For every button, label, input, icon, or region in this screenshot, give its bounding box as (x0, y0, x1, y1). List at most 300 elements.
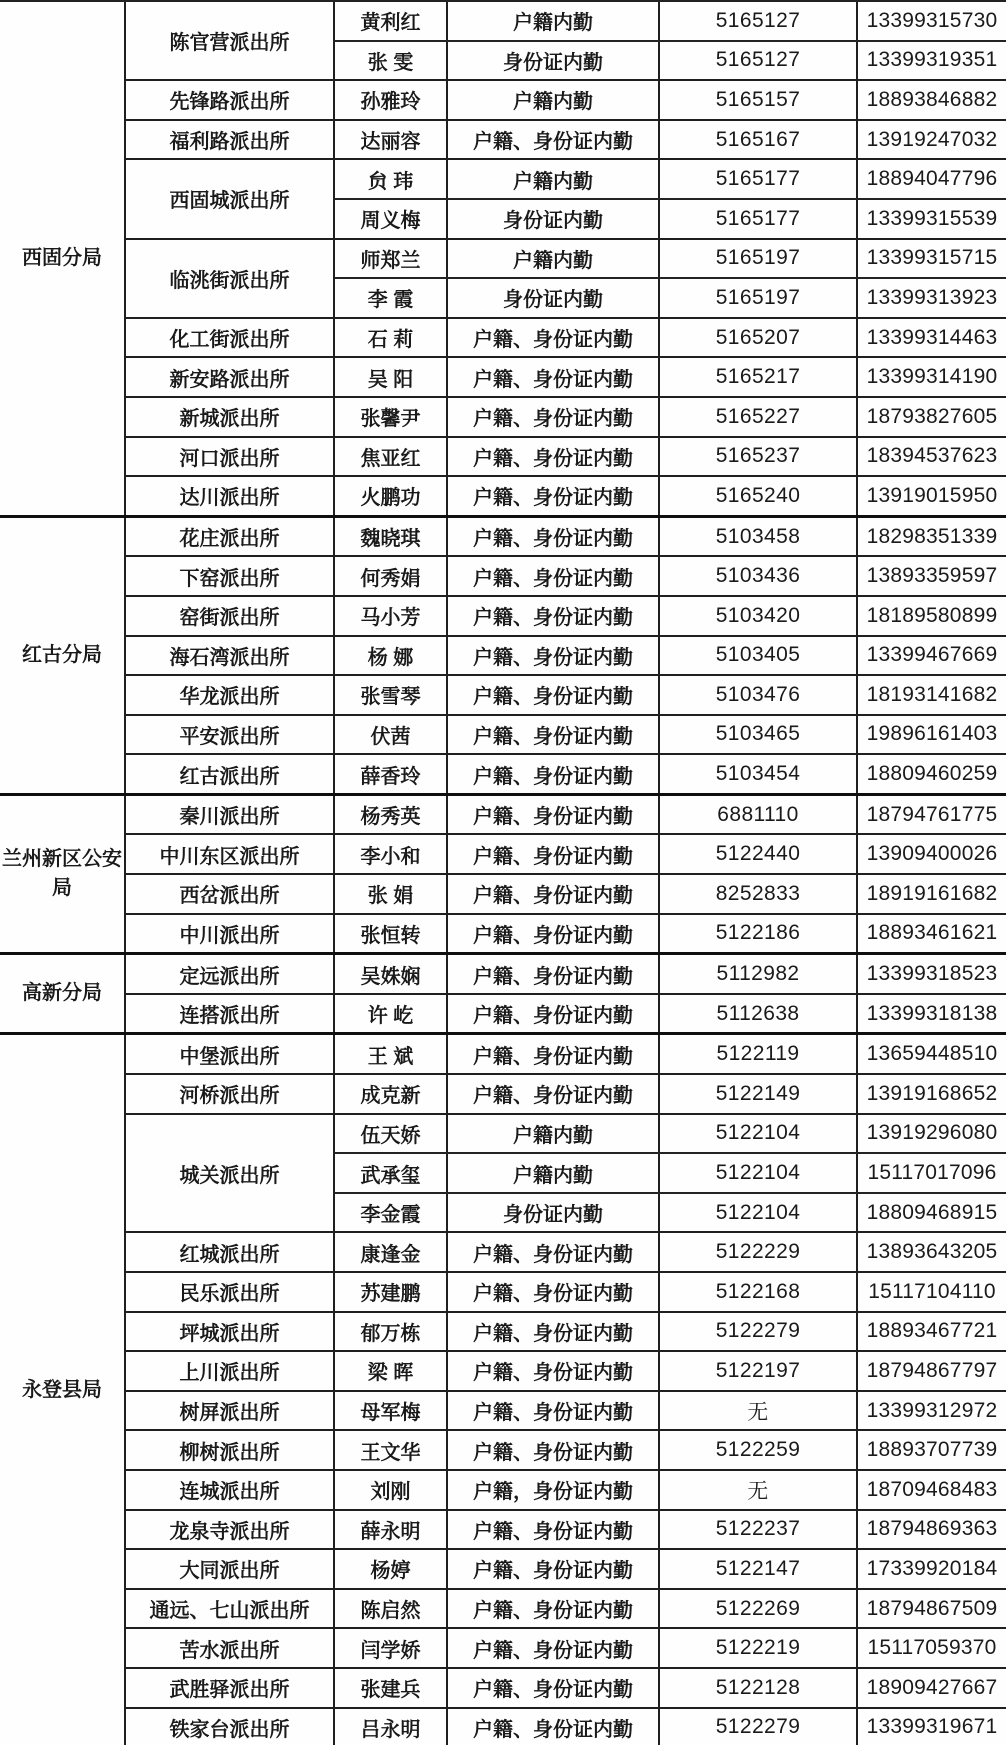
member-list (335, 319, 1006, 357)
station-list (126, 2, 1006, 515)
member-list (335, 995, 1006, 1033)
member-list (335, 358, 1006, 396)
person-name-cell: 张馨尹 (335, 398, 448, 436)
table-row (335, 1273, 1006, 1311)
station-group (126, 555, 1006, 595)
person-name-cell: 李 霞 (335, 279, 448, 317)
mobile-cell: 15117059370 (867, 1636, 997, 1660)
table-row (335, 40, 1006, 80)
phone-cell: 5122168 (660, 1273, 858, 1311)
phone-cell: 5122197 (660, 1352, 858, 1390)
mobile-cell: 18809460259 (866, 762, 998, 786)
table-row (335, 1669, 1006, 1707)
bureau-cell: 红古分局 (0, 518, 126, 793)
member-list (335, 1392, 1006, 1430)
person-name-cell: 达丽容 (335, 121, 448, 159)
table-row (335, 240, 1006, 278)
station-list (126, 796, 1006, 952)
mobile-cell: 13893359597 (866, 564, 998, 588)
mobile-cell: 15117104110 (868, 1279, 996, 1303)
bureau-cell: 永登县局 (0, 1035, 126, 1745)
mobile-cell: 13399314190 (866, 365, 998, 389)
phone-cell: 5122104 (660, 1194, 858, 1232)
bureau-section (0, 793, 1006, 952)
station-name-cell: 红古派出所 (126, 755, 335, 793)
station-name-cell: 新安路派出所 (126, 358, 335, 396)
table-row (335, 915, 1006, 953)
member-list (335, 81, 1006, 119)
mobile-cell: 13399315539 (866, 206, 998, 230)
station-name-cell: 城关派出所 (126, 1115, 335, 1232)
station-name-cell: 连城派出所 (126, 1471, 335, 1509)
mobile-cell: 13919296080 (866, 1121, 998, 1145)
person-name-cell: 周义梅 (335, 200, 448, 238)
person-name-cell: 杨婷 (335, 1550, 448, 1588)
table-row (335, 955, 1006, 993)
station-name-cell: 定远派出所 (126, 955, 335, 993)
table-row (335, 557, 1006, 595)
mobile-cell: 18894047796 (866, 167, 998, 191)
station-name-cell: 窑街派出所 (126, 597, 335, 635)
table-row (335, 835, 1006, 873)
station-list (126, 518, 1006, 793)
duty-cell: 户籍、身份证内勤 (448, 755, 660, 793)
station-group (126, 1469, 1006, 1509)
station-group (126, 158, 1006, 237)
mobile-cell: 18298351339 (866, 524, 998, 548)
station-name-cell: 柳树派出所 (126, 1431, 335, 1469)
duty-cell: 户籍、身份证内勤 (448, 1590, 660, 1628)
station-group (126, 955, 1006, 993)
table-row (335, 1511, 1006, 1549)
mobile-cell: 13893643205 (866, 1240, 998, 1264)
person-name-cell: 许 屹 (335, 995, 448, 1033)
station-group (126, 1627, 1006, 1667)
station-group (126, 1707, 1006, 1745)
member-list (335, 875, 1006, 913)
person-name-cell: 张 娟 (335, 875, 448, 913)
station-group (126, 1548, 1006, 1588)
station-group (126, 833, 1006, 873)
duty-cell: 户籍、身份证内勤 (448, 1075, 660, 1113)
mobile-cell: 18709468483 (866, 1477, 998, 1501)
mobile-cell: 13399315715 (866, 246, 998, 270)
mobile-cell: 13919015950 (866, 483, 998, 507)
bureau-section (0, 952, 1006, 1032)
station-group (126, 1035, 1006, 1073)
mobile-cell: 18189580899 (866, 603, 998, 627)
phone-cell: 5122259 (660, 1431, 858, 1469)
person-name-cell: 成克新 (335, 1075, 448, 1113)
duty-cell: 户籍内勤 (448, 1154, 660, 1192)
member-list (335, 1035, 1006, 1073)
person-name-cell: 魏晓琪 (335, 518, 448, 556)
duty-cell: 户籍、身份证内勤 (448, 835, 660, 873)
duty-cell: 身份证内勤 (448, 1194, 660, 1232)
station-name-cell: 中川东区派出所 (126, 835, 335, 873)
duty-cell: 户籍，身份证内勤 (448, 1471, 660, 1509)
phone-cell: 6881110 (660, 796, 858, 834)
duty-cell: 户籍、身份证内勤 (448, 1273, 660, 1311)
table-row (335, 1115, 1006, 1153)
table-row (335, 121, 1006, 159)
duty-cell: 户籍、身份证内勤 (448, 557, 660, 595)
mobile-cell: 13399319671 (866, 1715, 998, 1739)
station-group (126, 1509, 1006, 1549)
duty-cell: 户籍、身份证内勤 (448, 1233, 660, 1271)
member-list (335, 2, 1006, 79)
person-name-cell: 王 斌 (335, 1035, 448, 1073)
station-group (126, 119, 1006, 159)
table-row (335, 676, 1006, 714)
member-list (335, 160, 1006, 237)
member-list (335, 477, 1006, 515)
station-group (126, 873, 1006, 913)
duty-cell: 户籍、身份证内勤 (448, 676, 660, 714)
station-name-cell: 花庄派出所 (126, 518, 335, 556)
table-row (335, 716, 1006, 754)
station-group (126, 2, 1006, 79)
table-row (335, 398, 1006, 436)
station-group (126, 1231, 1006, 1271)
station-name-cell: 河桥派出所 (126, 1075, 335, 1113)
member-list (335, 557, 1006, 595)
person-name-cell: 梁 晖 (335, 1352, 448, 1390)
member-list (335, 1709, 1006, 1745)
duty-cell: 户籍、身份证内勤 (448, 915, 660, 953)
member-list (335, 1590, 1006, 1628)
duty-cell: 户籍、身份证内勤 (448, 716, 660, 754)
mobile-cell: 18893467721 (866, 1319, 998, 1343)
station-group (126, 1588, 1006, 1628)
mobile-cell: 19896161403 (866, 722, 998, 746)
member-list (335, 518, 1006, 556)
person-name-cell: 刘刚 (335, 1471, 448, 1509)
phone-cell: 5112982 (660, 955, 858, 993)
person-name-cell: 薛香玲 (335, 755, 448, 793)
station-group (126, 518, 1006, 556)
station-name-cell: 中堡派出所 (126, 1035, 335, 1073)
table-row (335, 1392, 1006, 1430)
station-name-cell: 红城派出所 (126, 1233, 335, 1271)
table-row (335, 1192, 1006, 1232)
station-name-cell: 武胜驿派出所 (126, 1669, 335, 1707)
mobile-cell: 18193141682 (866, 682, 998, 706)
phone-cell: 5122237 (660, 1511, 858, 1549)
table-row (335, 1313, 1006, 1351)
station-list (126, 955, 1006, 1032)
station-name-cell: 化工街派出所 (126, 319, 335, 357)
mobile-cell: 18893846882 (866, 87, 998, 111)
table-row (335, 477, 1006, 515)
station-group (126, 396, 1006, 436)
table-row (335, 1590, 1006, 1628)
table-row (335, 1550, 1006, 1588)
person-name-cell: 马小芳 (335, 597, 448, 635)
table-row (335, 1629, 1006, 1667)
phone-cell: 5103436 (660, 557, 858, 595)
phone-cell: 5122269 (660, 1590, 858, 1628)
phone-cell: 5112638 (660, 995, 858, 1033)
mobile-cell: 13399315730 (866, 8, 998, 32)
member-list (335, 1511, 1006, 1549)
station-group (126, 1113, 1006, 1232)
person-name-cell: 贠 玮 (335, 160, 448, 198)
member-list (335, 835, 1006, 873)
phone-cell: 无 (660, 1471, 858, 1509)
duty-cell: 身份证内勤 (448, 200, 660, 238)
mobile-cell: 18793827605 (866, 404, 998, 428)
duty-cell: 身份证内勤 (448, 279, 660, 317)
station-name-cell: 大同派出所 (126, 1550, 335, 1588)
table-row (335, 1709, 1006, 1745)
phone-cell: 5122128 (660, 1669, 858, 1707)
person-name-cell: 何秀娟 (335, 557, 448, 595)
person-name-cell: 李金霞 (335, 1194, 448, 1232)
duty-cell: 户籍、身份证内勤 (448, 637, 660, 675)
phone-cell: 5122279 (660, 1313, 858, 1351)
mobile-cell: 13909400026 (866, 842, 998, 866)
duty-cell: 户籍、身份证内勤 (448, 398, 660, 436)
duty-cell: 户籍、身份证内勤 (448, 1352, 660, 1390)
phone-cell: 无 (660, 1392, 858, 1430)
station-group (126, 913, 1006, 953)
duty-cell: 户籍、身份证内勤 (448, 438, 660, 476)
member-list (335, 716, 1006, 754)
mobile-cell: 13399319351 (866, 48, 998, 72)
duty-cell: 户籍、身份证内勤 (448, 1313, 660, 1351)
phone-cell: 5122149 (660, 1075, 858, 1113)
person-name-cell: 张 雯 (335, 42, 448, 80)
station-name-cell: 华龙派出所 (126, 676, 335, 714)
person-name-cell: 王文华 (335, 1431, 448, 1469)
station-group (126, 475, 1006, 515)
member-list (335, 121, 1006, 159)
station-group (126, 1073, 1006, 1113)
station-group (126, 753, 1006, 793)
mobile-cell: 13659448510 (866, 1042, 998, 1066)
phone-cell: 8252833 (660, 875, 858, 913)
phone-cell: 5165177 (660, 200, 858, 238)
station-group (126, 674, 1006, 714)
person-name-cell: 李小和 (335, 835, 448, 873)
mobile-cell: 13399314463 (866, 325, 998, 349)
station-name-cell: 铁家台派出所 (126, 1709, 335, 1745)
mobile-cell: 18809468915 (866, 1200, 998, 1224)
table-row (335, 2, 1006, 40)
person-name-cell: 孙雅玲 (335, 81, 448, 119)
phone-cell: 5122104 (660, 1115, 858, 1153)
table-row (335, 755, 1006, 793)
station-list (126, 1035, 1006, 1745)
station-group (126, 317, 1006, 357)
phone-cell: 5122229 (660, 1233, 858, 1271)
station-name-cell: 秦川派出所 (126, 796, 335, 834)
station-group (126, 993, 1006, 1033)
mobile-cell: 15117017096 (867, 1161, 997, 1185)
person-name-cell: 武承玺 (335, 1154, 448, 1192)
phone-cell: 5122119 (660, 1035, 858, 1073)
duty-cell: 户籍、身份证内勤 (448, 1669, 660, 1707)
table-row (335, 81, 1006, 119)
member-list (335, 438, 1006, 476)
station-group (126, 238, 1006, 317)
phone-cell: 5165127 (660, 2, 858, 40)
station-name-cell: 苦水派出所 (126, 1629, 335, 1667)
duty-cell: 户籍、身份证内勤 (448, 1629, 660, 1667)
duty-cell: 户籍、身份证内勤 (448, 477, 660, 515)
bureau-section (0, 1032, 1006, 1745)
table-row (335, 637, 1006, 675)
member-list (335, 755, 1006, 793)
person-name-cell: 吴 阳 (335, 358, 448, 396)
member-list (335, 1471, 1006, 1509)
mobile-cell: 18919161682 (866, 881, 998, 905)
person-name-cell: 康逢金 (335, 1233, 448, 1271)
phone-cell: 5165157 (660, 81, 858, 119)
person-name-cell: 石 莉 (335, 319, 448, 357)
bureau-cell: 高新分局 (0, 955, 126, 1032)
station-name-cell: 先锋路派出所 (126, 81, 335, 119)
member-list (335, 955, 1006, 993)
member-list (335, 915, 1006, 953)
phone-cell: 5103420 (660, 597, 858, 635)
table-row (335, 1035, 1006, 1073)
station-group (126, 595, 1006, 635)
member-list (335, 1431, 1006, 1469)
station-group (126, 1390, 1006, 1430)
person-name-cell: 张建兵 (335, 1669, 448, 1707)
mobile-cell: 13399312972 (866, 1398, 998, 1422)
mobile-cell: 13919168652 (866, 1081, 998, 1105)
member-list (335, 1550, 1006, 1588)
station-group (126, 796, 1006, 834)
person-name-cell: 吴姝娴 (335, 955, 448, 993)
phone-cell: 5122219 (660, 1629, 858, 1667)
station-group (126, 1271, 1006, 1311)
phone-cell: 5165227 (660, 398, 858, 436)
person-name-cell: 黄利红 (335, 2, 448, 40)
mobile-cell: 18794867509 (866, 1596, 998, 1620)
table-row (335, 995, 1006, 1033)
person-name-cell: 伏茜 (335, 716, 448, 754)
mobile-cell: 18394537623 (866, 444, 998, 468)
member-list (335, 1233, 1006, 1271)
person-name-cell: 火鹏功 (335, 477, 448, 515)
station-name-cell: 坪城派出所 (126, 1313, 335, 1351)
person-name-cell: 郁万栋 (335, 1313, 448, 1351)
person-name-cell: 杨秀英 (335, 796, 448, 834)
station-name-cell: 树屏派出所 (126, 1392, 335, 1430)
station-name-cell: 临洮街派出所 (126, 240, 335, 317)
phone-cell: 5165167 (660, 121, 858, 159)
table-row (335, 796, 1006, 834)
mobile-cell: 13399318523 (866, 962, 998, 986)
table-row (335, 160, 1006, 198)
table-row (335, 1152, 1006, 1192)
duty-cell: 户籍内勤 (448, 2, 660, 40)
table-row (335, 875, 1006, 913)
phone-cell: 5103458 (660, 518, 858, 556)
duty-cell: 户籍内勤 (448, 240, 660, 278)
table-row (335, 1431, 1006, 1469)
duty-cell: 户籍、身份证内勤 (448, 1511, 660, 1549)
member-list (335, 796, 1006, 834)
duty-cell: 户籍内勤 (448, 160, 660, 198)
station-name-cell: 西岔派出所 (126, 875, 335, 913)
station-name-cell: 西固城派出所 (126, 160, 335, 237)
phone-cell: 5165217 (660, 358, 858, 396)
station-group (126, 1667, 1006, 1707)
duty-cell: 户籍、身份证内勤 (448, 319, 660, 357)
table-row (335, 277, 1006, 317)
station-group (126, 79, 1006, 119)
station-name-cell: 通远、七山派出所 (126, 1590, 335, 1628)
member-list (335, 1669, 1006, 1707)
duty-cell: 户籍内勤 (448, 81, 660, 119)
station-group (126, 1429, 1006, 1469)
station-group (126, 436, 1006, 476)
station-name-cell: 民乐派出所 (126, 1273, 335, 1311)
mobile-cell: 13919247032 (866, 127, 998, 151)
mobile-cell: 18794869363 (866, 1517, 998, 1541)
person-name-cell: 杨 娜 (335, 637, 448, 675)
duty-cell: 户籍、身份证内勤 (448, 995, 660, 1033)
table-row (335, 358, 1006, 396)
person-name-cell: 薛永明 (335, 1511, 448, 1549)
station-name-cell: 陈官营派出所 (126, 2, 335, 79)
duty-cell: 户籍、身份证内勤 (448, 121, 660, 159)
phone-cell: 5122186 (660, 915, 858, 953)
member-list (335, 240, 1006, 317)
phone-cell: 5165237 (660, 438, 858, 476)
bureau-cell: 兰州新区公安局 (0, 796, 126, 952)
member-list (335, 1075, 1006, 1113)
phone-cell: 5165197 (660, 240, 858, 278)
table-row (335, 518, 1006, 556)
station-group (126, 714, 1006, 754)
station-group (126, 356, 1006, 396)
station-group (126, 1350, 1006, 1390)
phone-cell: 5122440 (660, 835, 858, 873)
station-group (126, 1311, 1006, 1351)
phone-cell: 5122147 (660, 1550, 858, 1588)
station-name-cell: 平安派出所 (126, 716, 335, 754)
station-name-cell: 河口派出所 (126, 438, 335, 476)
mobile-cell: 17339920184 (866, 1556, 998, 1580)
table-row (335, 1075, 1006, 1113)
table-row (335, 1471, 1006, 1509)
station-name-cell: 上川派出所 (126, 1352, 335, 1390)
table-row (335, 597, 1006, 635)
phone-cell: 5103454 (660, 755, 858, 793)
duty-cell: 户籍、身份证内勤 (448, 796, 660, 834)
duty-cell: 户籍、身份证内勤 (448, 1035, 660, 1073)
person-name-cell: 吕永明 (335, 1709, 448, 1745)
person-name-cell: 师郑兰 (335, 240, 448, 278)
duty-cell: 身份证内勤 (448, 42, 660, 80)
phone-cell: 5165207 (660, 319, 858, 357)
phone-cell: 5103405 (660, 637, 858, 675)
mobile-cell: 18893461621 (866, 921, 998, 945)
member-list (335, 1313, 1006, 1351)
station-name-cell: 海石湾派出所 (126, 637, 335, 675)
member-list (335, 597, 1006, 635)
mobile-cell: 18893707739 (866, 1438, 998, 1462)
table-row (335, 438, 1006, 476)
member-list (335, 398, 1006, 436)
station-name-cell: 中川派出所 (126, 915, 335, 953)
